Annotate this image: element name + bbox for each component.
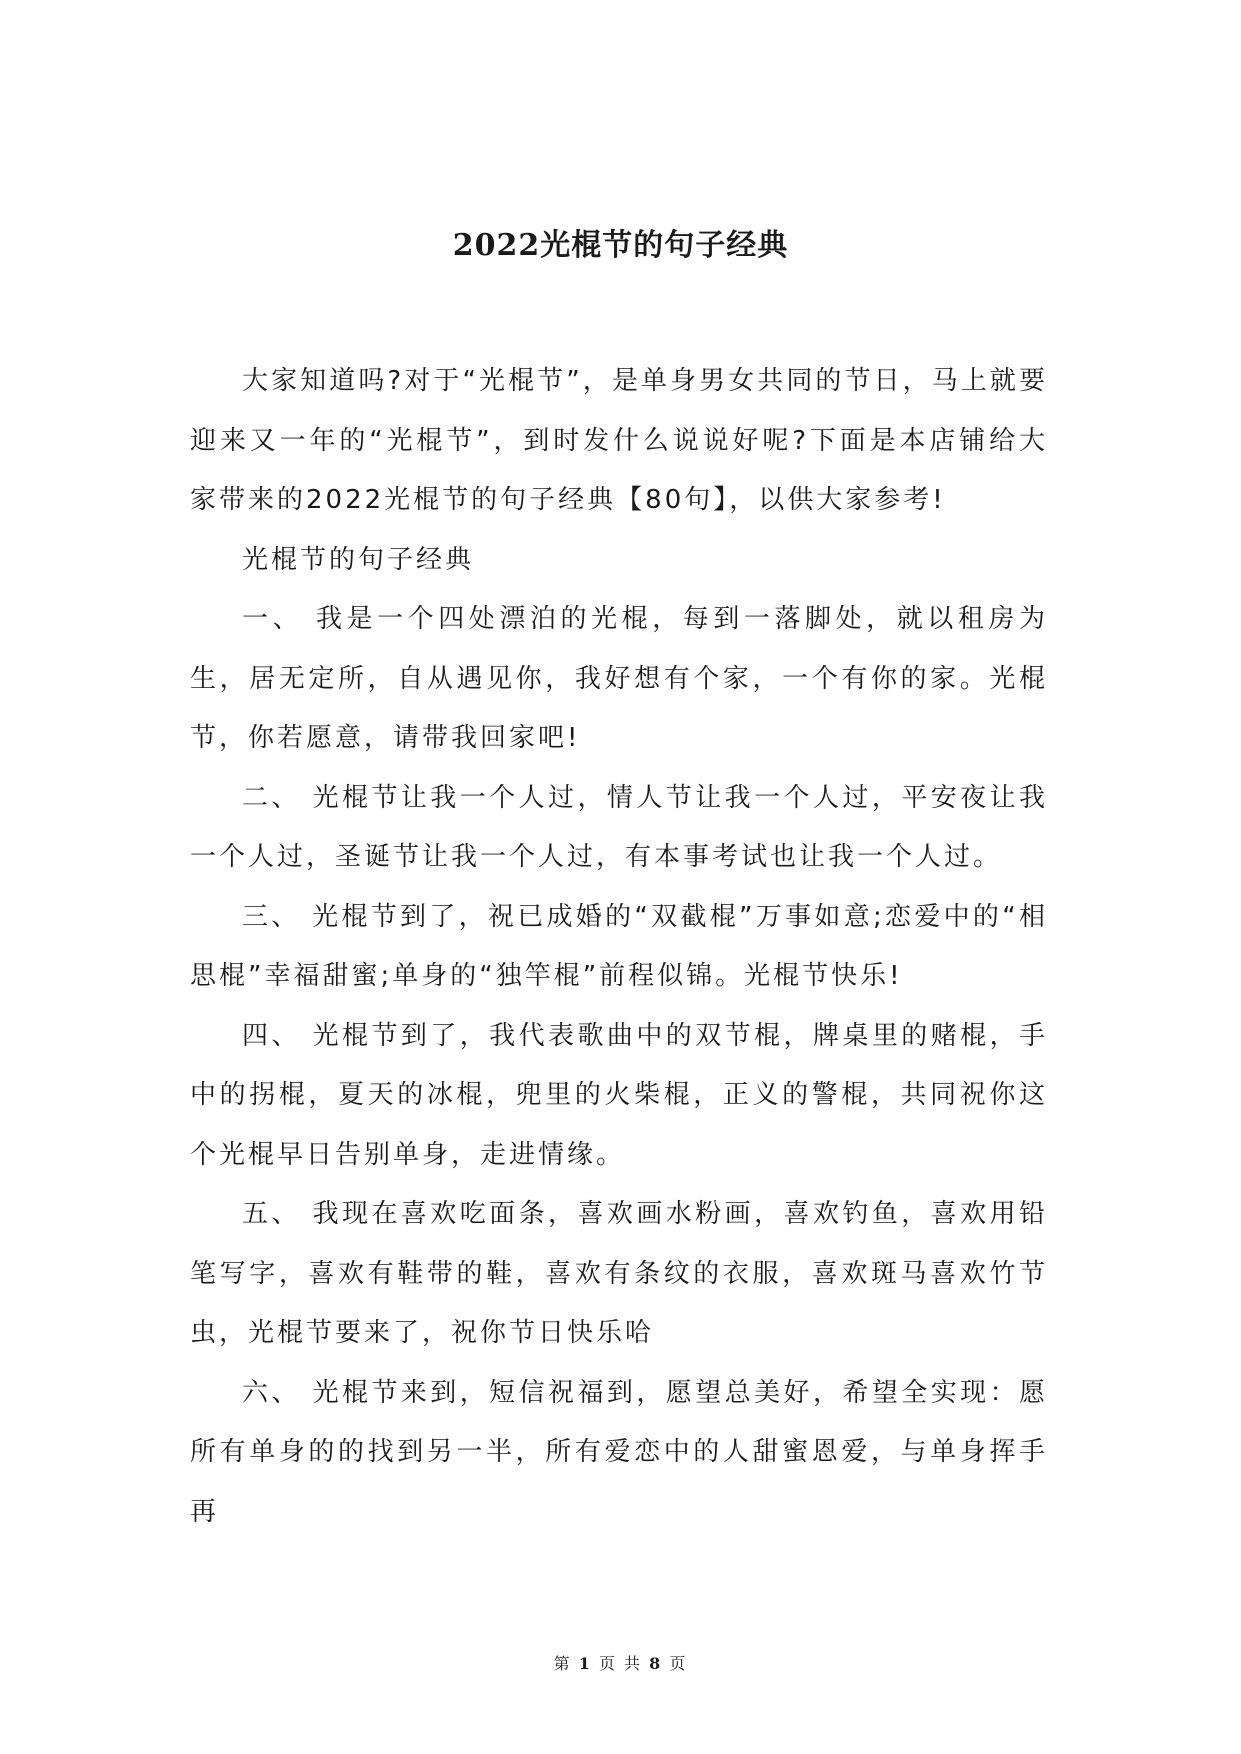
sentence-item-6: 六、 光棍节来到，短信祝福到，愿望总美好，希望全实现：愿所有单身的的找到另一半，所有爱恋中的人甜蜜恩爱，与单身挥手再	[190, 1377, 1048, 1527]
sentence-item-5: 五、 我现在喜欢吃面条，喜欢画水粉画，喜欢钓鱼，喜欢用铅笔写字，喜欢有鞋带的鞋，喜欢有条纹的衣服，喜欢斑马喜欢竹节虫，光棍节要来了，祝你节日快乐哈	[190, 1199, 1048, 1348]
page-footer	[0, 1653, 1241, 1675]
footer-middle: 页 共	[598, 1654, 643, 1673]
sentence-item-3: 三、 光棍节到了，祝已成婚的“双截棍”万事如意;恋爱中的“相思棍”幸福甜蜜;单身的“独竿棍”前程似锦。光棍节快乐!	[190, 901, 1048, 991]
footer-current-page: 1	[578, 1654, 592, 1673]
intro-paragraph: 大家知道吗?对于“光棍节”，是单身男女共同的节日，马上就要迎来又一年的“光棍节”，到时发什么说说好呢?下面是本店铺给大家带来的2022光棍节的句子经典【80句】，以供大家参考!	[190, 366, 1048, 515]
section-heading: 光棍节的句子经典	[242, 544, 475, 575]
sentence-item-2: 二、 光棍节让我一个人过，情人节让我一个人过，平安夜让我一个人过，圣诞节让我一个人过，有本事考试也让我一个人过。	[190, 782, 1048, 872]
sentence-item-4: 四、 光棍节到了，我代表歌曲中的双节棍，牌桌里的赌棍，手中的拐棍，夏天的冰棍，兜里的火柴棍，正义的警棍，共同祝你这个光棍早日告别单身，走进情缘。	[190, 1020, 1048, 1170]
footer-suffix: 页	[669, 1654, 688, 1673]
document-title: 2022光棍节的句子经典	[452, 228, 789, 263]
sentence-item-1: 一、 我是一个四处漂泊的光棍，每到一落脚处，就以租房为生，居无定所，自从遇见你，我好想有个家，一个有你的家。光棍节，你若愿意，请带我回家吧!	[190, 604, 1048, 753]
footer-total-pages: 8	[649, 1654, 663, 1673]
footer-prefix: 第	[553, 1654, 572, 1673]
document-body	[190, 352, 1048, 1542]
